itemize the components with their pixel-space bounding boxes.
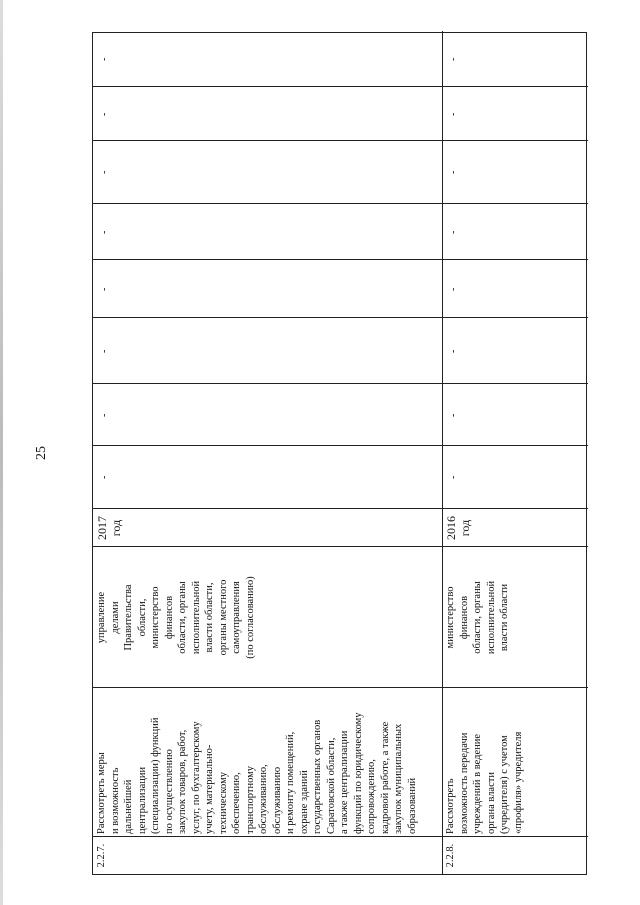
value-cell: - (448, 230, 459, 234)
value-cell: - (448, 57, 459, 61)
value-cell: - (448, 112, 459, 116)
value-cell: - (99, 230, 110, 234)
plan-table (92, 32, 587, 875)
column-divider (93, 140, 588, 141)
page-number: 25 (34, 446, 49, 460)
value-cell: - (448, 413, 459, 417)
value-cell: - (448, 475, 459, 479)
value-cell: - (99, 170, 110, 174)
value-cell: - (99, 57, 110, 61)
scan-edge (0, 0, 3, 905)
value-cell: - (448, 170, 459, 174)
deadline-text: 2017 год (95, 516, 123, 540)
responsible-text: министерство финансов области, органы исполнительной власти области (445, 580, 510, 655)
column-divider (93, 383, 588, 384)
value-cell: - (99, 349, 110, 353)
column-divider (93, 203, 588, 204)
row-number: 2.2.8. (445, 843, 456, 868)
column-divider (93, 445, 588, 446)
value-cell: - (448, 287, 459, 291)
value-cell: - (448, 349, 459, 353)
column-divider (93, 86, 588, 87)
row-number: 2.2.7. (96, 843, 107, 868)
value-cell: - (99, 112, 110, 116)
task-text: Рассмотреть возможность передачи учреждений в ведение органа власти (учредителя) с учетом «профиля» учредителя (445, 731, 524, 834)
column-divider (93, 317, 588, 318)
value-cell: - (99, 413, 110, 417)
value-cell: - (99, 475, 110, 479)
deadline-text: 2016 год (444, 516, 472, 540)
column-divider (93, 259, 588, 260)
task-text: Рассмотреть меры и возможность дальнейшей централизации (специализации) функций по осуществлению закупок товаров, работ, услуг, по бухгалтерскому учету, материально- техническому обеспечению, транспортному обслуживанию, обслуживанию и ремонту помещений, охране зданий государственных органов Саратовской области, а также централизации функций по юридическому сопровождению, кадровой работе, а также закупок муниципальных образований (96, 712, 418, 834)
responsible-text: управление делами Правительства области, министерство финансов области, органы исполнительной власти области, органы местного самоуправления (по согласованию) (96, 576, 256, 659)
value-cell: - (99, 287, 110, 291)
